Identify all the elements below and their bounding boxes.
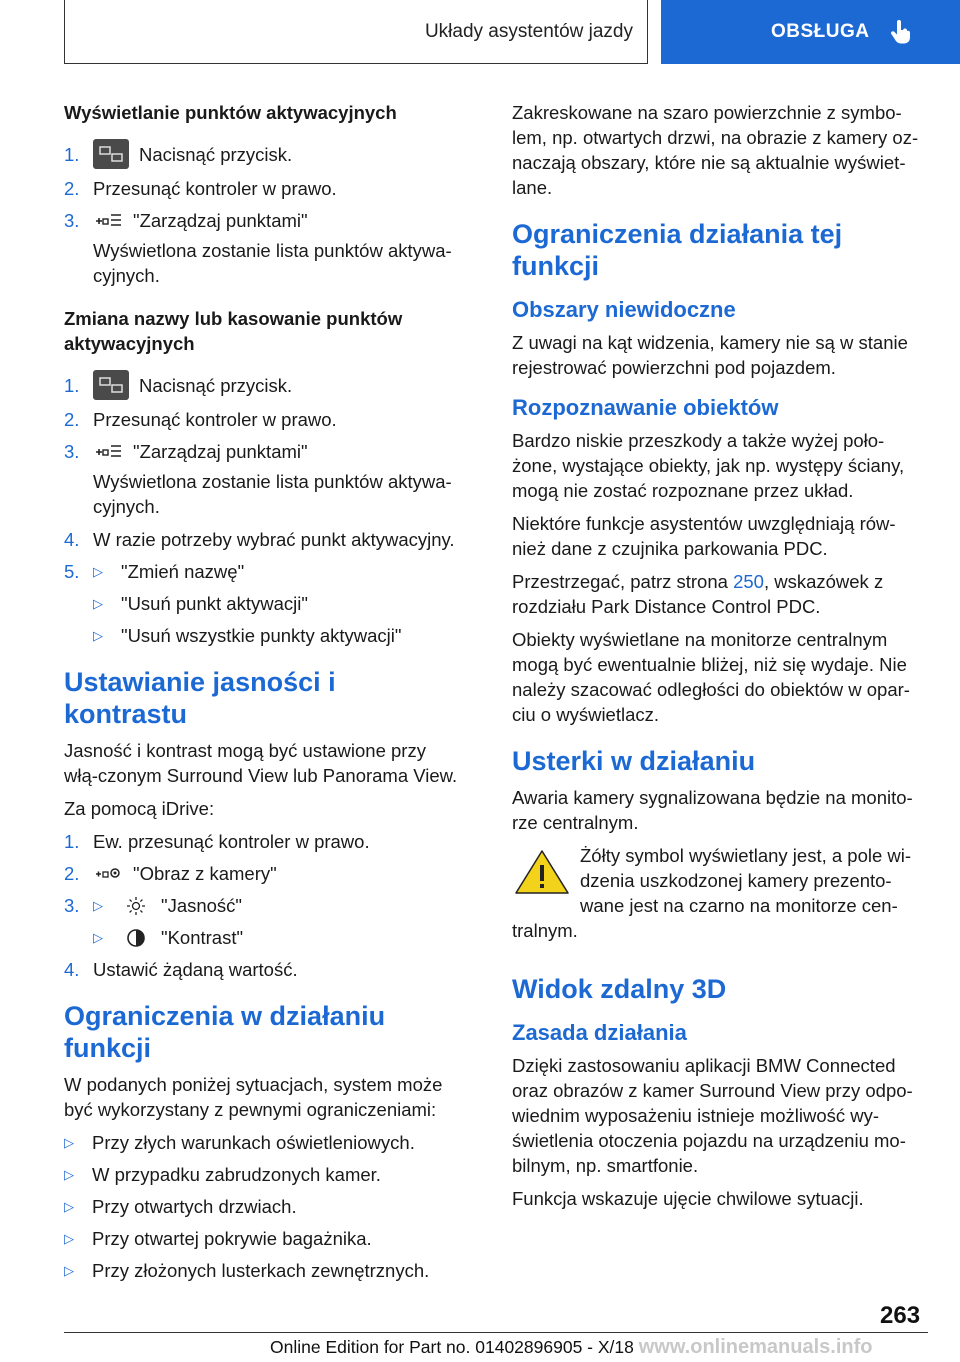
brightness-icon (121, 896, 151, 916)
warning-triangle-icon (512, 847, 572, 897)
header-chapter (661, 0, 960, 64)
footer-divider (64, 1332, 928, 1333)
left-column (64, 100, 464, 1290)
triangle-bullet-icon: ▷ (64, 1167, 74, 1182)
list-item: 4. W razie potrzeby wybrać punkt aktywacyjny. (64, 529, 455, 550)
detection-paragraph-2: Niektóre funkcje asystentów uwzględniają rów-nież dane z czujnika parkowania PDC. (512, 513, 896, 559)
limits-paragraph: W podanych poniżej sytuacjach, system może być wykorzystany z pewnymi ograniczeniami: (64, 1074, 443, 1120)
list-item: 1. Ew. przesunąć kontroler w prawo. (64, 831, 370, 852)
triangle-bullet-icon: ▷ (93, 930, 103, 945)
rename-points-note: Wyświetlona zostanie lista punktów aktywa-cyjnych. (93, 471, 452, 517)
triangle-bullet-icon: ▷ (64, 1135, 74, 1150)
right-column (512, 100, 926, 1219)
list-item: ▷ W przypadku zabrudzonych kamer. (64, 1164, 381, 1185)
triangle-bullet-icon: ▷ (93, 564, 103, 579)
header-chapter-title: OBSŁUGA (771, 21, 870, 42)
pointing-hand-icon (888, 19, 914, 45)
manage-points-icon (93, 443, 123, 461)
brightness-paragraph: Jasność i kontrast mogą być ustawione przy włą-czonym Surround View lub Panorama View. (64, 740, 458, 786)
list-item: 2. Przesunąć kontroler w prawo. (64, 178, 337, 199)
idrive-paragraph: Za pomocą iDrive: (64, 798, 215, 819)
show-points-title: Wyświetlanie punktów aktywacyjnych (64, 102, 397, 123)
header-section-title: Układy asystentów jazdy (424, 20, 633, 42)
detection-paragraph-1: Bardzo niskie przeszkody a także wyżej poło-żone, wystające obiekty, jak np. występy ściany, mogą nie zostać rozpoznane przez układ. (512, 430, 905, 501)
list-item: ▷ "Kontrast" (93, 927, 244, 948)
hatched-areas-paragraph: Zakreskowane na szaro powierzchnie z symbo-lem, np. otwartych drzwi, na obrazie z kamery oz-naczają obszary, które nie są aktualnie wyświet-lane. (512, 102, 919, 198)
list-item: 5. ▷ "Zmień nazwę" (64, 561, 245, 582)
principle-paragraph-2: Funkcja wskazuje ujęcie chwilowe sytuacji. (512, 1188, 864, 1209)
triangle-bullet-icon: ▷ (93, 596, 103, 611)
list-item: 4. Ustawić żądaną wartość. (64, 959, 298, 980)
faults-heading: Usterki w działaniu (512, 746, 756, 776)
triangle-bullet-icon: ▷ (64, 1199, 74, 1214)
list-item: ▷ Przy złożonych lusterkach zewnętrznych. (64, 1260, 430, 1281)
list-item: 1. Nacisnąć przycisk. (64, 139, 464, 169)
principle-heading: Zasada działania (512, 1020, 687, 1045)
brightness-heading: Ustawianie jasności i kontrastu (64, 667, 336, 729)
list-item: 1. Nacisnąć przycisk. (64, 370, 464, 400)
header-section (64, 0, 648, 64)
detection-paragraph-3: Przestrzegać, patrz strona 250, wskazówek z rozdziału Park Distance Control PDC. (512, 571, 884, 617)
list-item: 3. "Zarządzaj punktami" (64, 441, 308, 462)
contrast-icon (121, 928, 151, 948)
limits-heading: Ograniczenia w działaniu funkcji (64, 1001, 386, 1063)
triangle-bullet-icon: ▷ (93, 898, 103, 913)
edition-text: Online Edition for Part no. 01402896905 - X/18 (270, 1337, 634, 1357)
invisible-areas-paragraph: Z uwagi na kąt widzenia, kamery nie są w stanie rejestrować powierzchni pod pojazdem. (512, 332, 908, 378)
list-item: ▷ "Usuń wszystkie punkty aktywacji" (93, 625, 402, 646)
camera-settings-icon (93, 864, 123, 884)
triangle-bullet-icon: ▷ (64, 1263, 74, 1278)
warning-note (512, 843, 926, 918)
camera-button-icon (93, 139, 129, 169)
camera-button-icon (93, 370, 129, 400)
remote-view-heading: Widok zdalny 3D (512, 974, 727, 1004)
list-item: 2. Przesunąć kontroler w prawo. (64, 409, 337, 430)
list-item: ▷ Przy złych warunkach oświetleniowych. (64, 1132, 415, 1153)
show-points-note: Wyświetlona zostanie lista punktów aktywa-cyjnych. (93, 240, 452, 286)
function-limits-heading: Ograniczenia działania tej funkcji (512, 219, 843, 281)
footer-edition (270, 1336, 872, 1359)
manage-points-icon (93, 212, 123, 230)
list-item: 2. "Obraz z kamery" (64, 863, 277, 884)
invisible-areas-heading: Obszary niewidoczne (512, 297, 736, 322)
detection-paragraph-4: Obiekty wyświetlane na monitorze centralnym mogą być ewentualnie bliżej, niż się wydaje. Nie należy szacować odległości do obiektów w opar-ciu o wyświetlacz. (512, 629, 910, 725)
page-link[interactable]: 250 (733, 571, 764, 592)
rename-points-title: Zmiana nazwy lub kasowanie punktów aktywacyjnych (64, 308, 403, 354)
warning-text: Żółty symbol wyświetlany jest, a pole wi-dzenia uszkodzonej kamery prezento-wane jest na czarno na monitorze cen- (580, 845, 912, 916)
principle-paragraph-1: Dzięki zastosowaniu aplikacji BMW Connected oraz obrazów z kamer Surround View przy odpo-wiednim wyposażeniu istnieje możliwość wy-świetlenia otoczenia pojazdu na urządzeniu mo-bilnym, np. smartfonie. (512, 1055, 913, 1176)
watermark: www.onlinemanuals.info (638, 1336, 873, 1358)
triangle-bullet-icon: ▷ (64, 1231, 74, 1246)
list-item: ▷ "Usuń punkt aktywacji" (93, 593, 308, 614)
list-item: 3. "Zarządzaj punktami" (64, 210, 308, 231)
page-number: 263 (880, 1302, 921, 1329)
triangle-bullet-icon: ▷ (93, 628, 103, 643)
list-item: 3. ▷ "Jasność" (64, 895, 243, 916)
faults-paragraph: Awaria kamery sygnalizowana będzie na monito-rze centralnym. (512, 787, 913, 833)
object-detection-heading: Rozpoznawanie obiektów (512, 395, 779, 420)
list-item: ▷ Przy otwartych drzwiach. (64, 1196, 297, 1217)
list-item: ▷ Przy otwartej pokrywie bagażnika. (64, 1228, 372, 1249)
warning-text-tail: tralnym. (512, 920, 578, 941)
